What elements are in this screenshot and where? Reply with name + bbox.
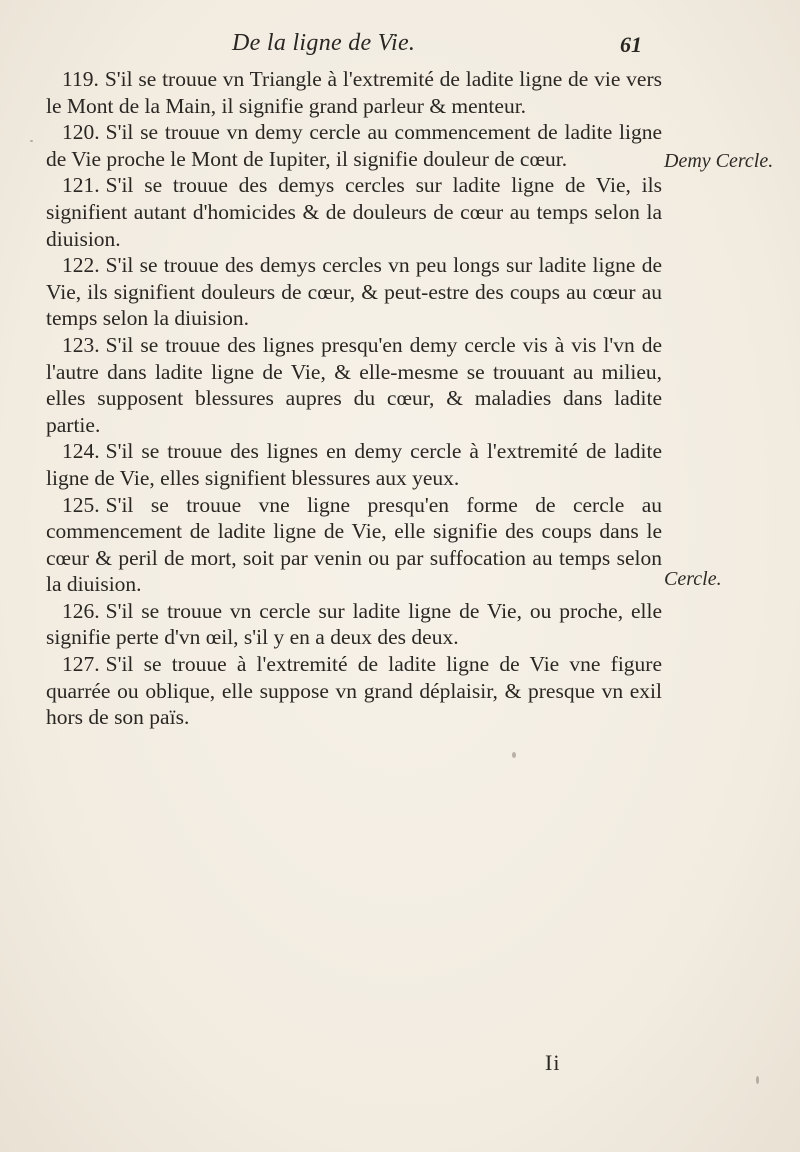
paragraph-121 — [46, 172, 662, 252]
paragraph-text: S'il se trouue des lignes presqu'en demy cercle vis à vis l'vn de l'autre dans ladite ligne de Vie, & elle-mesme se trouuant au milieu, elles supposent blessures aupres du cœur, & maladies dans ladite partie. — [46, 332, 662, 437]
paragraph-number: 123. — [62, 332, 100, 357]
paragraph-text: S'il se trouue vne ligne presqu'en forme de cercle au commencement de ladite ligne de Vie, elle signifie des coups dans le cœur & peril de mort, soit par venin ou par suffocation au temps selon la diuision. — [46, 492, 662, 597]
margin-note-cercle: Cercle. — [664, 568, 722, 590]
paragraph-number: 121. — [62, 173, 100, 198]
paragraph-number: 122. — [62, 253, 100, 278]
running-title: De la ligne de Vie. — [232, 30, 416, 56]
paragraph-number: 120. — [62, 120, 100, 145]
paragraph-124 — [46, 438, 662, 491]
page-number: 61 — [620, 32, 642, 57]
paragraph-number: 124. — [62, 439, 100, 464]
margin-note-demy-cercle: Demy Cercle. — [664, 150, 774, 172]
paragraph-119 — [46, 66, 662, 119]
paragraph-120 — [46, 119, 662, 172]
paper-speck — [512, 752, 516, 758]
paragraph-text: S'il se trouue vn cercle sur ladite ligne de Vie, ou proche, elle signifie perte d'vn œil, s'il y en a deux des deux. — [46, 598, 662, 650]
paragraph-text: S'il se trouue des demys cercles sur ladite ligne de Vie, ils signifient autant d'homicides & de douleurs de cœur au temps selon la diuision. — [46, 173, 662, 251]
paper-speck — [756, 1076, 759, 1084]
page-header — [0, 26, 800, 66]
signature-mark: Ii — [545, 1050, 561, 1075]
paragraph-text: S'il se trouue vn demy cercle au commencement de ladite ligne de Vie proche le Mont de Iupiter, il signifie douleur de cœur. — [46, 120, 662, 171]
paragraph-number: 127. — [62, 652, 100, 677]
paragraph-text: S'il se trouue des demys cercles vn peu longs sur ladite ligne de Vie, ils signifient douleurs de cœur, & peut-estre des coups au cœur au temps selon la diuision. — [46, 253, 662, 331]
paragraph-text: S'il se trouue vn Triangle à l'extremité de ladite ligne de vie vers le Mont de la Main, il signifie grand parleur & menteur. — [46, 67, 662, 118]
main-text — [46, 66, 662, 731]
paragraph-number: 126. — [62, 598, 100, 623]
paragraph-122 — [46, 252, 662, 332]
paragraph-126 — [46, 598, 662, 651]
paper-speck — [30, 140, 33, 142]
paragraph-123 — [46, 332, 662, 438]
paragraph-text: S'il se trouue à l'extremité de ladite ligne de Vie vne figure quarrée ou oblique, elle suppose vn grand déplaisir, & presque vn exil hors de son païs. — [46, 652, 662, 730]
paragraph-number: 119. — [62, 67, 99, 91]
paragraph-127 — [46, 651, 662, 731]
paragraph-125 — [46, 492, 662, 598]
paragraph-number: 125. — [62, 492, 100, 517]
paragraph-text: S'il se trouue des lignes en demy cercle à l'extremité de ladite ligne de Vie, elles signifient blessures aux yeux. — [46, 439, 662, 490]
